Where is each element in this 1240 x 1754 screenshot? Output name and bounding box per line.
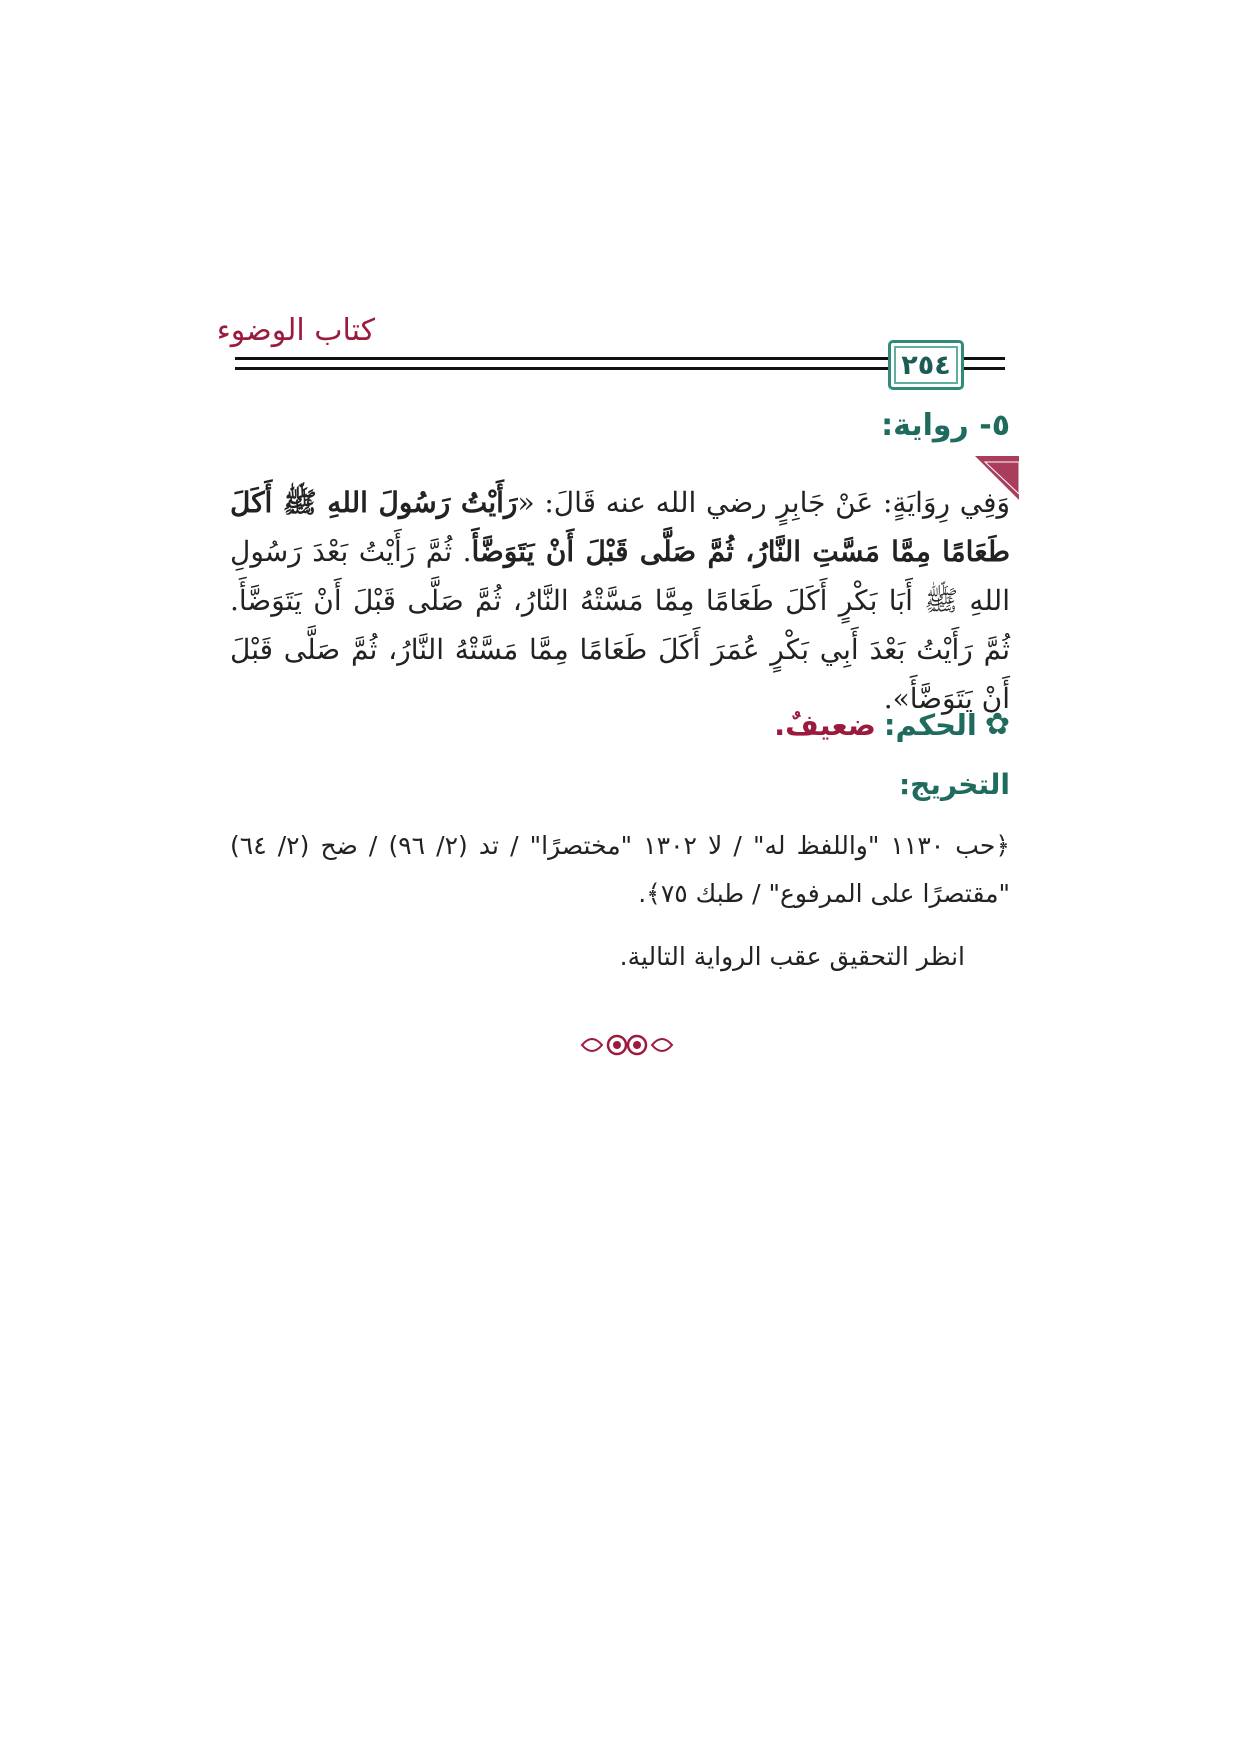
ruling [774, 707, 1010, 742]
section-heading: ٥- رواية: [881, 408, 1010, 443]
ruling-label: الحكم: [883, 707, 977, 742]
page-number: ٢٥٤ [901, 349, 951, 381]
section-end-ornament-icon [577, 1025, 677, 1065]
book-title: كتاب الوضوء [216, 313, 375, 348]
takhrij-text: ﴿حب ١١٣٠ "واللفظ له" / لا ١٣٠٢ "مختصرًا" / تد (٢/ ٩٦) / ضح (٢/ ٦٤) "مقتصرًا على المرفوع" / طبك ٧٥﴾. [230, 831, 1010, 908]
hadith-intro: وَفِي رِوَايَةٍ: عَنْ جَابِرٍ رضي الله عنه قَالَ: « [517, 486, 1010, 519]
page-number-frame [888, 340, 964, 390]
takhrij-heading: التخريج: [898, 768, 1010, 801]
flower-icon: ✿ [984, 707, 1010, 742]
hadith-rest: . ثُمَّ رَأَيْتُ بَعْدَ رَسُولِ اللهِ ﷺ أَبَا بَكْرٍ أَكَلَ طَعَامًا مِمَّا مَسَّتْهُ النَّارُ، ثُمَّ صَلَّى قَبْلَ أَنْ يَتَوَضَّأَ. ثُمَّ رَأَيْتُ بَعْدَ أَبِي بَكْرٍ عُمَرَ أَكَلَ طَعَامًا مِمَّا مَسَّتْهُ النَّارُ، ثُمَّ صَلَّى قَبْلَ أَنْ يَتَوَضَّأَ». [230, 535, 1010, 715]
ruling-value: ضعيفٌ. [774, 707, 876, 742]
hadith-bold-part: رَأَيْتُ رَسُولَ اللهِ ﷺ أَكَلَ طَعَامًا مِمَّا مَسَّتِ النَّارُ، ثُمَّ صَلَّى قَبْلَ أَنْ يَتَوَضَّأَ [230, 486, 1010, 568]
header-rule-short-top [965, 357, 1005, 360]
note-text: انظر التحقيق عقب الرواية التالية. [619, 942, 965, 971]
hadith-text [230, 478, 1010, 723]
header-rule-short-bottom [965, 367, 1005, 370]
